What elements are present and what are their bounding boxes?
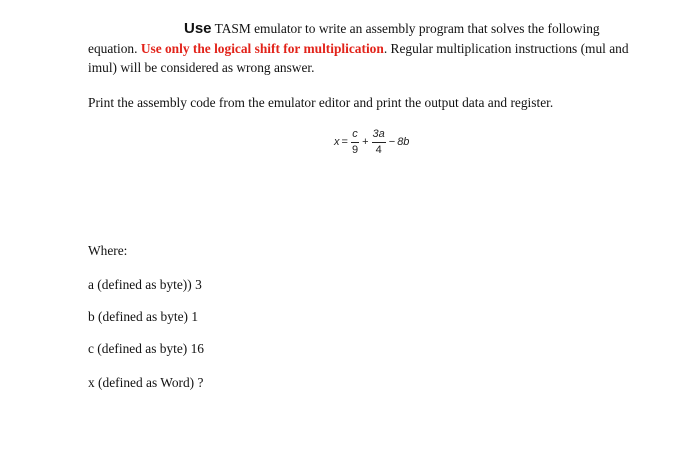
instruction-line-1-text: TASM emulator to write an assembly program that solves the following bbox=[211, 21, 600, 36]
equation-minus: − bbox=[388, 136, 396, 148]
where-heading: Where: bbox=[88, 243, 128, 258]
variable-a: a (defined as byte)) 3 bbox=[88, 277, 202, 292]
fraction-1-numerator: c bbox=[352, 128, 358, 140]
print-instruction: Print the assembly code from the emulator editor and print the output data and register. bbox=[88, 95, 554, 110]
use-keyword: Use bbox=[184, 20, 212, 37]
equation-plus: + bbox=[362, 136, 369, 148]
fraction-3a-over-4 bbox=[372, 128, 386, 156]
fraction-c-over-9 bbox=[351, 128, 359, 156]
instruction-line-2-end: . Regular multiplication instructions (mul and bbox=[383, 41, 629, 56]
equation-lhs: x bbox=[334, 136, 340, 148]
fraction-2-numerator: 3a bbox=[372, 128, 385, 140]
equation-equals: = bbox=[341, 136, 348, 148]
equation-term-8b: 8b bbox=[397, 136, 410, 148]
variable-x: x (defined as Word) ? bbox=[88, 375, 204, 390]
fraction-2-bar bbox=[372, 142, 386, 143]
fraction-1-denominator: 9 bbox=[351, 144, 359, 156]
instruction-line-3: imul) will be considered as wrong answer. bbox=[88, 60, 315, 75]
equation bbox=[334, 124, 409, 160]
instruction-line-2 bbox=[88, 41, 629, 57]
variable-b: b (defined as byte) 1 bbox=[88, 309, 199, 324]
instruction-line-1 bbox=[184, 20, 600, 37]
fraction-1-bar bbox=[351, 142, 359, 143]
shift-requirement-highlight: Use only the logical shift for multiplication bbox=[140, 41, 384, 56]
fraction-2-denominator: 4 bbox=[375, 144, 382, 156]
instruction-line-2-start: equation. bbox=[88, 41, 141, 56]
variable-c: c (defined as byte) 16 bbox=[88, 341, 205, 356]
